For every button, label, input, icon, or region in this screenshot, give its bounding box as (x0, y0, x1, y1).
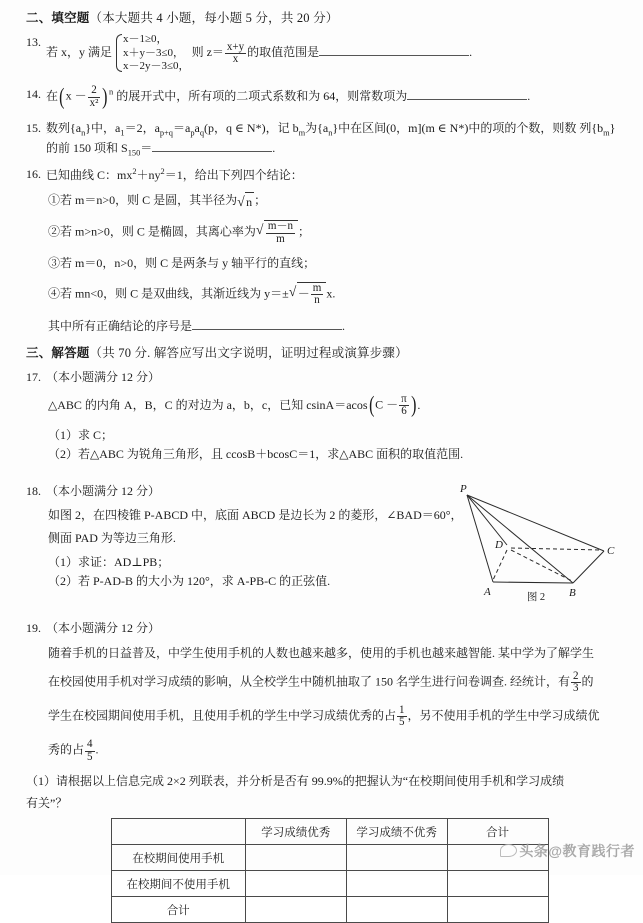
q16-c1-end: ； (254, 193, 267, 208)
section-3-title: 三、解答题 (26, 345, 90, 360)
fraction-two-thirds (571, 671, 581, 695)
answer-blank-13[interactable] (319, 44, 469, 56)
table-row-label-total: 合计 (111, 897, 245, 923)
section-2-heading (26, 10, 621, 26)
table-header-row (111, 819, 548, 845)
q15-text-e: a (194, 120, 200, 135)
question-14 (26, 85, 621, 109)
q16-c3-text: ③若 m＝0，n>0，则 C 是两条与 y 轴平行的直线； (48, 256, 316, 271)
q19-line3-a: 学生在校园期间使用手机，且使用手机的学生中学习成绩优秀的占 (48, 708, 397, 723)
question-19-number: 19. (26, 621, 41, 636)
four-fifths-numerator: 4 (87, 738, 93, 751)
table-cell-uses-not-excellent[interactable] (346, 845, 447, 871)
binomial-fraction-numerator: 2 (91, 84, 97, 97)
q15-line2-b: }的前 150 项和 S (46, 120, 616, 156)
question-18-stem-line-1 (26, 506, 468, 525)
question-18-part-2 (26, 572, 468, 590)
q18-p1-text: （1）求证：AD⊥PB； (48, 555, 170, 570)
question-19-line-3 (26, 705, 621, 729)
q17-paren-inner: C － (375, 397, 399, 412)
q16-period: . (342, 319, 346, 334)
question-14-tail: 的展开式中，所有项的二项式系数和为 64，则常数项为 (116, 89, 408, 104)
table-cell-uses-excellent[interactable] (245, 845, 346, 871)
figure-label-C: C (607, 544, 615, 557)
table-cell-total-not-excellent[interactable] (346, 897, 447, 923)
q19-p1b-text: 有关”？ (26, 795, 68, 810)
q18-stem1-text: 如图 2，在四棱锥 P-ABCD 中，底面 ABCD 是边长为 2 的菱形，∠BAD＝60°， (48, 508, 463, 523)
question-13-body (46, 33, 619, 73)
z-fraction (225, 42, 246, 66)
q16-conclusion-4 (26, 282, 621, 307)
fraction-four-fifths (85, 739, 95, 763)
question-14-period: . (527, 89, 531, 104)
question-15-number: 15. (26, 120, 41, 135)
q17-p2-text: （2）若△ABC 为锐角三角形，且 ccosB＋bcosC＝1，求△ABC 面积的取值范围. (48, 446, 464, 461)
question-18-part-1 (26, 553, 468, 571)
question-17-stem (26, 394, 621, 418)
q16-c4-end: x. (326, 286, 336, 301)
q18-p2-text: （2）若 P-AD-B 的大小为 120°，求 A-PB-C 的正弦值. (48, 574, 331, 589)
question-13-tail: 的取值范围是 (247, 45, 320, 60)
q15-period: . (272, 141, 276, 156)
question-19-line-1 (26, 644, 621, 663)
q19-line2-a: 在校园使用手机对学习成绩的影响，从全校学生中随机抽取了 150 名学生进行问卷调查. 经统计，有 (48, 674, 571, 689)
section-3-heading (26, 345, 621, 361)
q16-conclusion-1 (26, 191, 621, 211)
question-16-body (46, 165, 619, 185)
one-fifth-numerator: 1 (399, 703, 405, 716)
question-18-stem-line-2 (26, 529, 468, 548)
question-19 (26, 619, 621, 638)
q16-lead-c: ＝1，给出下列四个结论： (164, 168, 303, 183)
question-15 (26, 119, 621, 160)
binomial-exponent: n (109, 88, 114, 97)
answer-blank-16[interactable] (192, 318, 342, 330)
q16-c2-end: ； (298, 224, 311, 239)
question-13-lead: 若 x，y 满足 (46, 45, 113, 60)
section-2-title: 二、填空题 (26, 11, 90, 25)
q15-sub-n2: n (328, 128, 333, 138)
answer-blank-15[interactable] (152, 140, 272, 152)
section-3-subtitle: （共 70 分. 解答应写出文字说明，证明过程或演算步骤） (89, 345, 408, 360)
question-16 (26, 165, 621, 185)
q15-sub-pq: p+q (159, 128, 173, 138)
four-fifths-denominator: 5 (87, 750, 93, 763)
figure-label-P: P (460, 482, 467, 495)
cosine-argument (368, 392, 421, 418)
q19-line4-a: 秀的占 (48, 742, 85, 757)
figure-label-D: D (495, 538, 503, 551)
figure-label-B: B (569, 586, 576, 599)
q15-line2-a: 列{b (579, 120, 604, 135)
sqrt-n (237, 192, 254, 212)
q19-line2-b: 的 (581, 674, 594, 689)
one-fifth-denominator: 5 (399, 716, 405, 729)
watermark-text: 头条@教育践行者 (519, 843, 635, 859)
z-fraction-numerator: x+y (226, 40, 245, 53)
q16-c1-text: ①若 m＝n>0，则 C 是圆，其半径为 (48, 193, 238, 208)
section-2-subtitle: （本大题共 4 小题，每小题 5 分，共 20 分） (89, 11, 339, 25)
table-row-label-uses-phone: 在校期间使用手机 (111, 845, 245, 871)
table-header-excellent: 学习成绩优秀 (245, 819, 346, 845)
question-18-number: 18. (26, 483, 41, 498)
question-17-number: 17. (26, 369, 41, 384)
contingency-table (111, 818, 549, 923)
eccentricity-denominator: m (266, 233, 295, 246)
q17-stem-end: . (417, 397, 421, 412)
binomial-fraction-denominator: x² (89, 97, 99, 110)
q15-line2-c: ＝ (140, 141, 153, 156)
q16-final-prompt (26, 317, 621, 336)
asymptote-fraction (311, 283, 324, 307)
question-13-then: 则 z＝ (191, 45, 224, 60)
q19-line4-b: . (95, 742, 99, 757)
table-corner-cell (111, 819, 245, 845)
q16-lead-b: ＋ny (136, 168, 161, 183)
question-15-body (46, 119, 619, 160)
question-13 (26, 33, 621, 73)
question-18 (26, 482, 621, 603)
q15-sub-150: 150 (127, 148, 141, 158)
sqrt-asymptote-radicand: － $\frac{m}{n}$ (297, 282, 327, 307)
fraction-one-fifth (397, 705, 407, 729)
q16-exp-x2: 2 (132, 167, 137, 177)
watermark (500, 841, 635, 861)
q15-sub-p: p (190, 128, 195, 138)
question-16-number: 16. (26, 167, 41, 182)
q15-text-h: }中在区间(0，m](m ∈ N*)中的项的个数，则数 (332, 120, 577, 135)
q15-sub-1: 1 (120, 128, 125, 138)
question-17 (26, 368, 621, 387)
question-14-lead: 在 (46, 89, 59, 104)
question-14-number: 14. (26, 87, 41, 102)
sqrt-eccentricity-radicand (264, 220, 298, 245)
q15-text-d: ＝a (173, 120, 191, 135)
left-paren-17: ( (368, 392, 375, 418)
table-cell-total-excellent[interactable] (245, 897, 346, 923)
q16-c4-text: ④若 mn<0，则 C 是双曲线，其渐近线为 y＝± (48, 286, 289, 301)
right-paren-17: ) (410, 392, 417, 418)
q19-line3-b: ，另不使用手机的学生中学习成绩优 (407, 708, 600, 723)
two-thirds-numerator: 2 (573, 669, 579, 682)
pi-symbol: π (401, 392, 407, 405)
question-17-part-1 (26, 426, 621, 444)
question-18-points: （本小题满分 12 分） (46, 483, 161, 498)
question-19-part-1-line-2 (26, 794, 621, 813)
inequality-system (114, 33, 190, 73)
table-header-not-excellent: 学习成绩不优秀 (346, 819, 447, 845)
table-header-total: 合计 (447, 819, 548, 845)
q17-p1-text: （1）求 C； (48, 427, 114, 442)
q15-sub-m: m (298, 128, 306, 138)
q15-sub-m2: m (603, 128, 610, 138)
question-19-part-1-line-1 (26, 772, 621, 791)
question-13-number: 13. (26, 35, 41, 50)
binomial-base: x － (65, 89, 87, 103)
q16-c2-text: ②若 m>n>0，则 C 是椭圆，其离心率为 (48, 224, 256, 239)
sqrt-eccentricity (256, 220, 298, 245)
sqrt-n-radicand: n (245, 192, 254, 212)
question-19-line-2 (26, 671, 621, 695)
question-19-line-4 (26, 739, 621, 763)
contingency-table-wrapper (26, 818, 621, 923)
binomial-fraction (88, 85, 101, 109)
binomial-expression (58, 85, 113, 109)
left-paren: ( (59, 84, 65, 110)
asymptote-denominator: n (311, 294, 324, 307)
question-14-body (46, 85, 619, 109)
pi-over-six (399, 394, 409, 418)
q15-text-f: (p，q ∈ N*)，记 b (204, 120, 299, 135)
inequality-1: x－1≥0， (123, 33, 168, 46)
q16-exp-y2: 2 (160, 167, 165, 177)
q16-final-text: 其中所有正确结论的序号是 (48, 319, 193, 334)
q16-conclusion-3 (26, 254, 621, 273)
table-cell-grand-total[interactable] (447, 897, 548, 923)
table-row (111, 845, 548, 871)
z-fraction-denominator: x (225, 53, 246, 66)
asymptote-numerator: m (312, 281, 322, 294)
answer-blank-14[interactable] (407, 88, 527, 100)
q15-seq-open: 数列{a (46, 120, 82, 135)
q19-p1a-text: （1）请根据以上信息完成 2×2 列联表，并分析是否有 99.9%的把握认为“在校期间使用手机和学习成绩 (26, 774, 565, 789)
question-17-part-2 (26, 445, 621, 463)
inequality-3: x－2y－3≤0， (123, 60, 190, 73)
table-row (111, 897, 548, 923)
two-thirds-denominator: 3 (573, 682, 579, 695)
eccentricity-fraction (266, 221, 295, 245)
q15-text-b: }中，a (85, 120, 121, 135)
right-paren: ) (102, 84, 108, 110)
q15-sub-n1: n (81, 128, 86, 138)
question-13-period: . (469, 45, 473, 60)
inequality-2: x＋y－3≤0， (123, 46, 185, 59)
watermark-logo-icon (500, 844, 517, 857)
six-value: 6 (399, 405, 409, 418)
eccentricity-numerator: √ m－n (267, 220, 294, 233)
q18-stem2-text: 侧面 PAD 为等边三角形. (48, 530, 176, 545)
figure-label-A: A (484, 585, 491, 598)
sqrt-asymptote (289, 282, 327, 307)
question-18-header (26, 482, 621, 501)
q19-line1-text: 随着手机的日益普及，中学生使用手机的人数也越来越多，使用的手机也越来越智能. 某中学为了解学生 (48, 646, 595, 661)
question-19-points: （本小题满分 12 分） (46, 621, 161, 636)
q15-text-g: 为{a (305, 120, 329, 135)
q15-text-c: ＝2，a (124, 120, 160, 135)
q16-lead-a: 已知曲线 C：mx (46, 168, 133, 183)
question-17-points: （本小题满分 12 分） (46, 369, 161, 384)
figure-caption: 图 2 (526, 591, 546, 603)
table-row-label-no-phone: 在校期间不使用手机 (111, 871, 245, 897)
q15-sub-q: q (199, 128, 205, 138)
q17-stem-text: △ABC 的内角 A，B，C 的对边为 a，b，c，已知 csinA＝acos (48, 397, 368, 412)
q16-conclusion-2 (26, 220, 621, 245)
